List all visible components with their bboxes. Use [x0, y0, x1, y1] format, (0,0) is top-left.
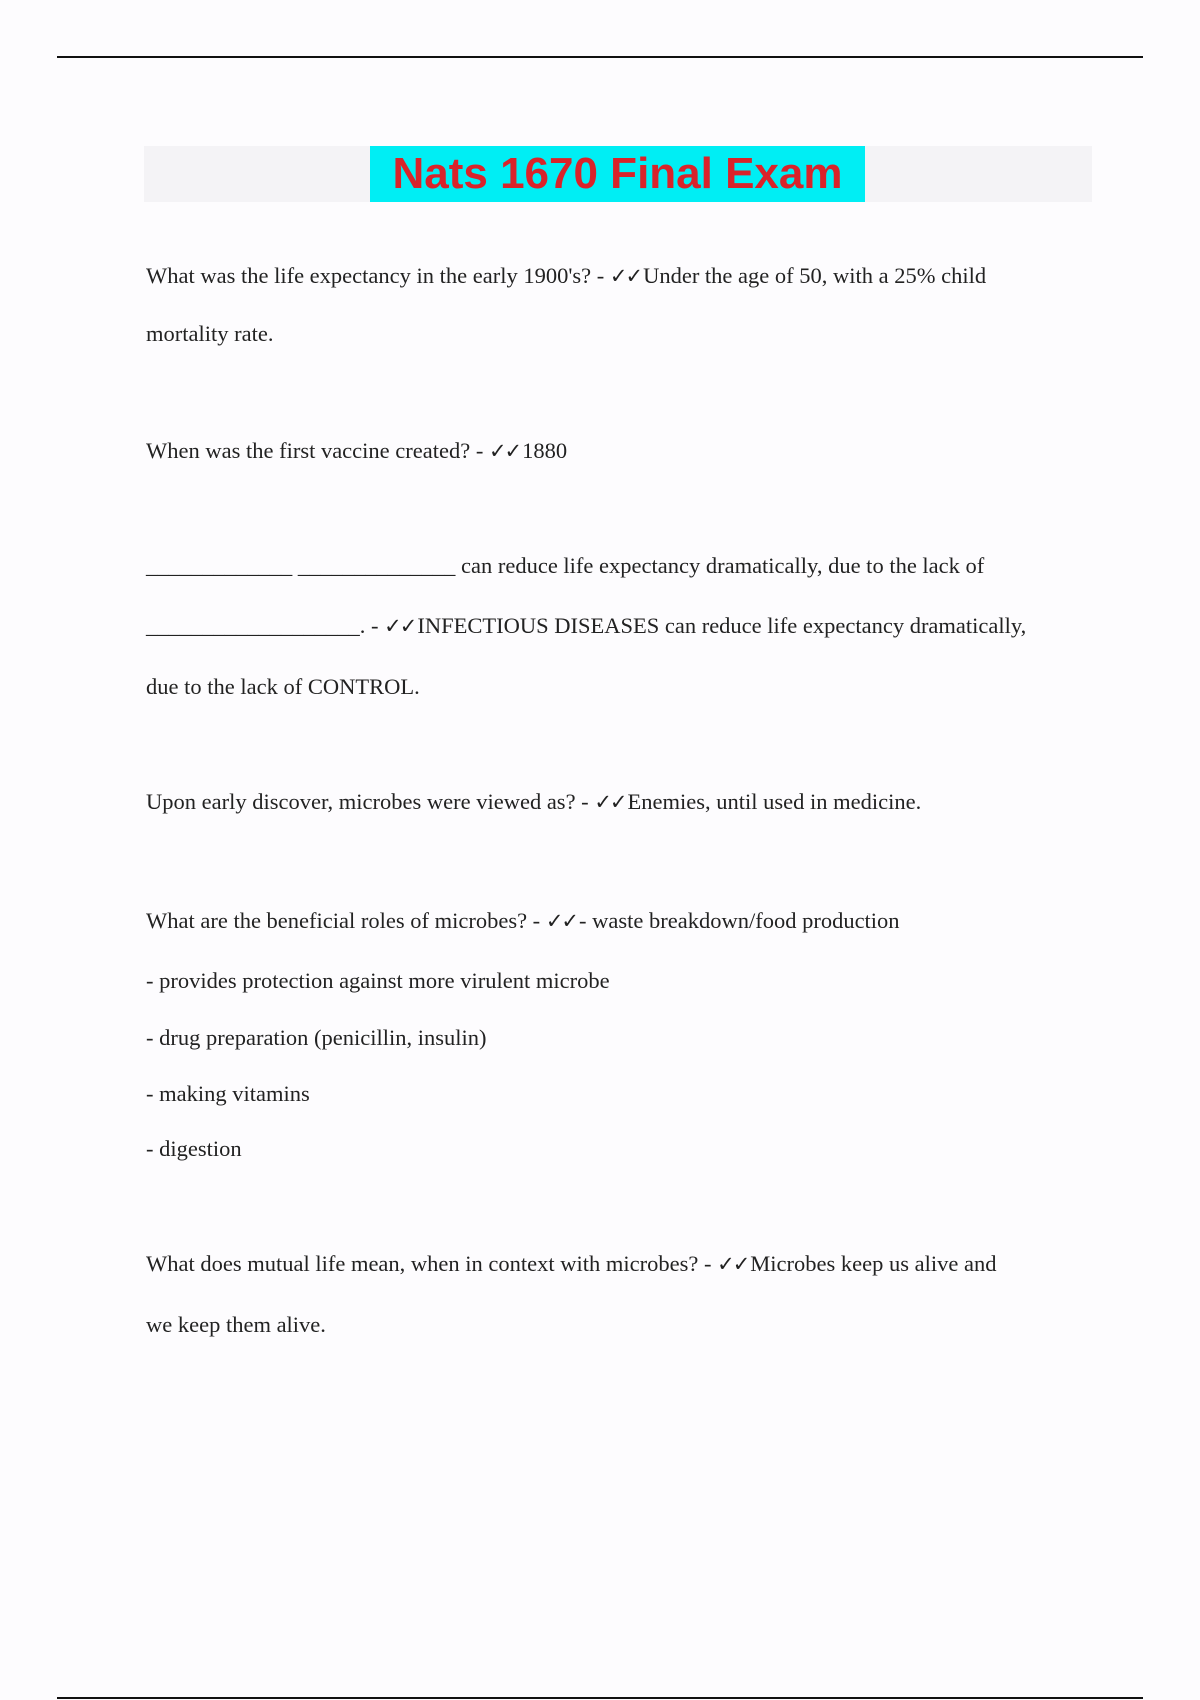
check-mark-icon: ✓✓ [545, 909, 578, 933]
qa-6-line-1 [146, 1249, 996, 1279]
check-mark-icon: ✓✓ [488, 439, 521, 463]
bottom-rule [57, 1697, 1143, 1699]
check-mark-icon: ✓✓ [717, 1252, 749, 1276]
qa-1-line-1 [146, 261, 986, 291]
qa-4-question: Upon early discover, microbes were viewed as? - [146, 789, 595, 814]
qa-3-line-3: due to the lack of CONTROL. [146, 674, 420, 699]
top-rule [57, 56, 1143, 58]
title-highlight [370, 146, 865, 202]
qa-1-line-2: mortality rate. [146, 321, 274, 346]
qa-6-answer: Microbes keep us alive and [750, 1251, 997, 1276]
qa-5-question: What are the beneficial roles of microbes? - [146, 908, 546, 933]
check-mark-icon: ✓✓ [594, 790, 626, 814]
qa-5-line-4: - making vitamins [146, 1081, 310, 1106]
qa-2-question: When was the first vaccine created? - [146, 438, 489, 463]
qa-3-line-2 [146, 611, 1026, 641]
check-mark-icon: ✓✓ [609, 264, 642, 288]
qa-5-line-2: - provides protection against more virulent microbe [146, 968, 610, 993]
check-mark-icon: ✓✓ [384, 614, 416, 638]
qa-6-line-2: we keep them alive. [146, 1312, 326, 1337]
qa-1-question: What was the life expectancy in the early 1900's? - [146, 263, 610, 288]
qa-2-line-1 [146, 436, 567, 466]
qa-3-line-1: _____________ ______________ can reduce life expectancy dramatically, due to the lack of [146, 553, 985, 578]
qa-1-answer: Under the age of 50, with a 25% child [643, 263, 987, 288]
qa-6-question: What does mutual life mean, when in context with microbes? - [146, 1251, 718, 1276]
qa-4-answer: Enemies, until used in medicine. [627, 789, 922, 814]
qa-5-line-5: - digestion [146, 1136, 242, 1161]
qa-5-line-3: - drug preparation (penicillin, insulin) [146, 1025, 487, 1050]
document-title: Nats 1670 Final Exam [392, 149, 843, 198]
qa-3-answer: INFECTIOUS DISEASES can reduce life expectancy dramatically, [417, 613, 1027, 638]
qa-5-answer: - waste breakdown/food production [579, 908, 900, 933]
qa-4-line-1 [146, 787, 921, 817]
qa-5-line-1 [146, 906, 900, 936]
qa-3-question: ___________________. - [146, 613, 385, 638]
qa-2-answer: 1880 [522, 438, 568, 463]
